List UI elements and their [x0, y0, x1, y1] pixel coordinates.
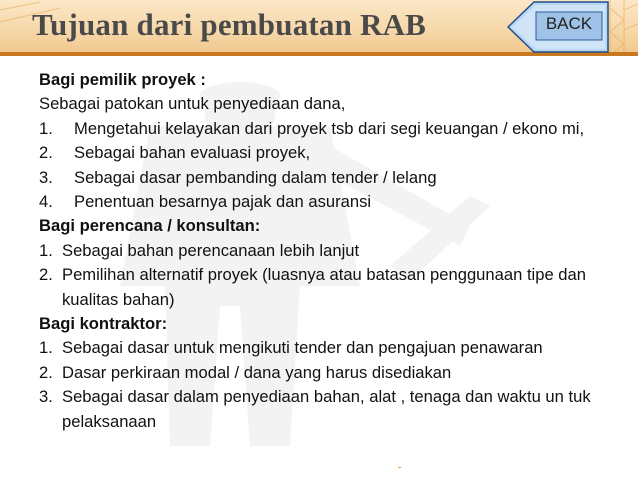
item-text: Pemilihan alternatif proyek (luasnya atau batasan penggunaan tipe dan kualitas bahan): [62, 265, 586, 309]
list-item: [39, 361, 629, 385]
list-kontraktor: [39, 336, 629, 434]
list-item: [39, 117, 629, 141]
list-item: [39, 263, 629, 312]
item-text: Dasar perkiraan modal / dana yang harus disediakan: [62, 362, 452, 382]
list-item: [39, 190, 629, 214]
item-number: 3.: [39, 167, 53, 187]
list-item: [39, 385, 629, 434]
back-button[interactable]: [506, 0, 610, 54]
section-heading-kontraktor: Bagi kontraktor:: [39, 314, 168, 334]
item-number: 2.: [39, 143, 53, 163]
item-text: Sebagai dasar untuk mengikuti tender dan pengajuan penawaran: [62, 338, 543, 358]
section-heading-perencana: Bagi perencana / konsultan:: [39, 216, 261, 236]
item-number: 3.: [39, 387, 53, 407]
list-item: [39, 336, 629, 360]
item-number: 1.: [39, 118, 53, 138]
footer-mark: [398, 467, 401, 468]
page-title: Tujuan dari pembuatan RAB: [32, 7, 427, 42]
item-text: Mengetahui kelayakan dari proyek tsb dari segi keuangan / ekono mi,: [74, 118, 585, 138]
item-text: Sebagai bahan evaluasi proyek,: [74, 143, 311, 163]
item-number: 1.: [39, 338, 53, 358]
item-text: Sebagai dasar pembanding dalam tender / lelang: [74, 167, 437, 187]
list-item: [39, 141, 629, 165]
item-number: 1.: [39, 240, 53, 260]
list-perencana: [39, 239, 629, 312]
list-pemilik: [39, 117, 629, 215]
section-intro: Sebagai patokan untuk penyediaan dana,: [39, 94, 346, 114]
item-number: 4.: [39, 192, 53, 212]
item-text: Sebagai bahan perencanaan lebih lanjut: [62, 240, 360, 260]
back-label: BACK: [545, 14, 593, 33]
item-number: 2.: [39, 265, 53, 285]
content-body: [39, 68, 629, 434]
list-item: [39, 239, 629, 263]
item-text: Penentuan besarnya pajak dan asuransi: [74, 192, 372, 212]
section-heading-pemilik: Bagi pemilik proyek :: [39, 70, 206, 89]
list-item: [39, 166, 629, 190]
item-number: 2.: [39, 362, 53, 382]
item-text: Sebagai dasar dalam penyediaan bahan, alat , tenaga dan waktu un tuk pelaksanaan: [62, 387, 591, 431]
